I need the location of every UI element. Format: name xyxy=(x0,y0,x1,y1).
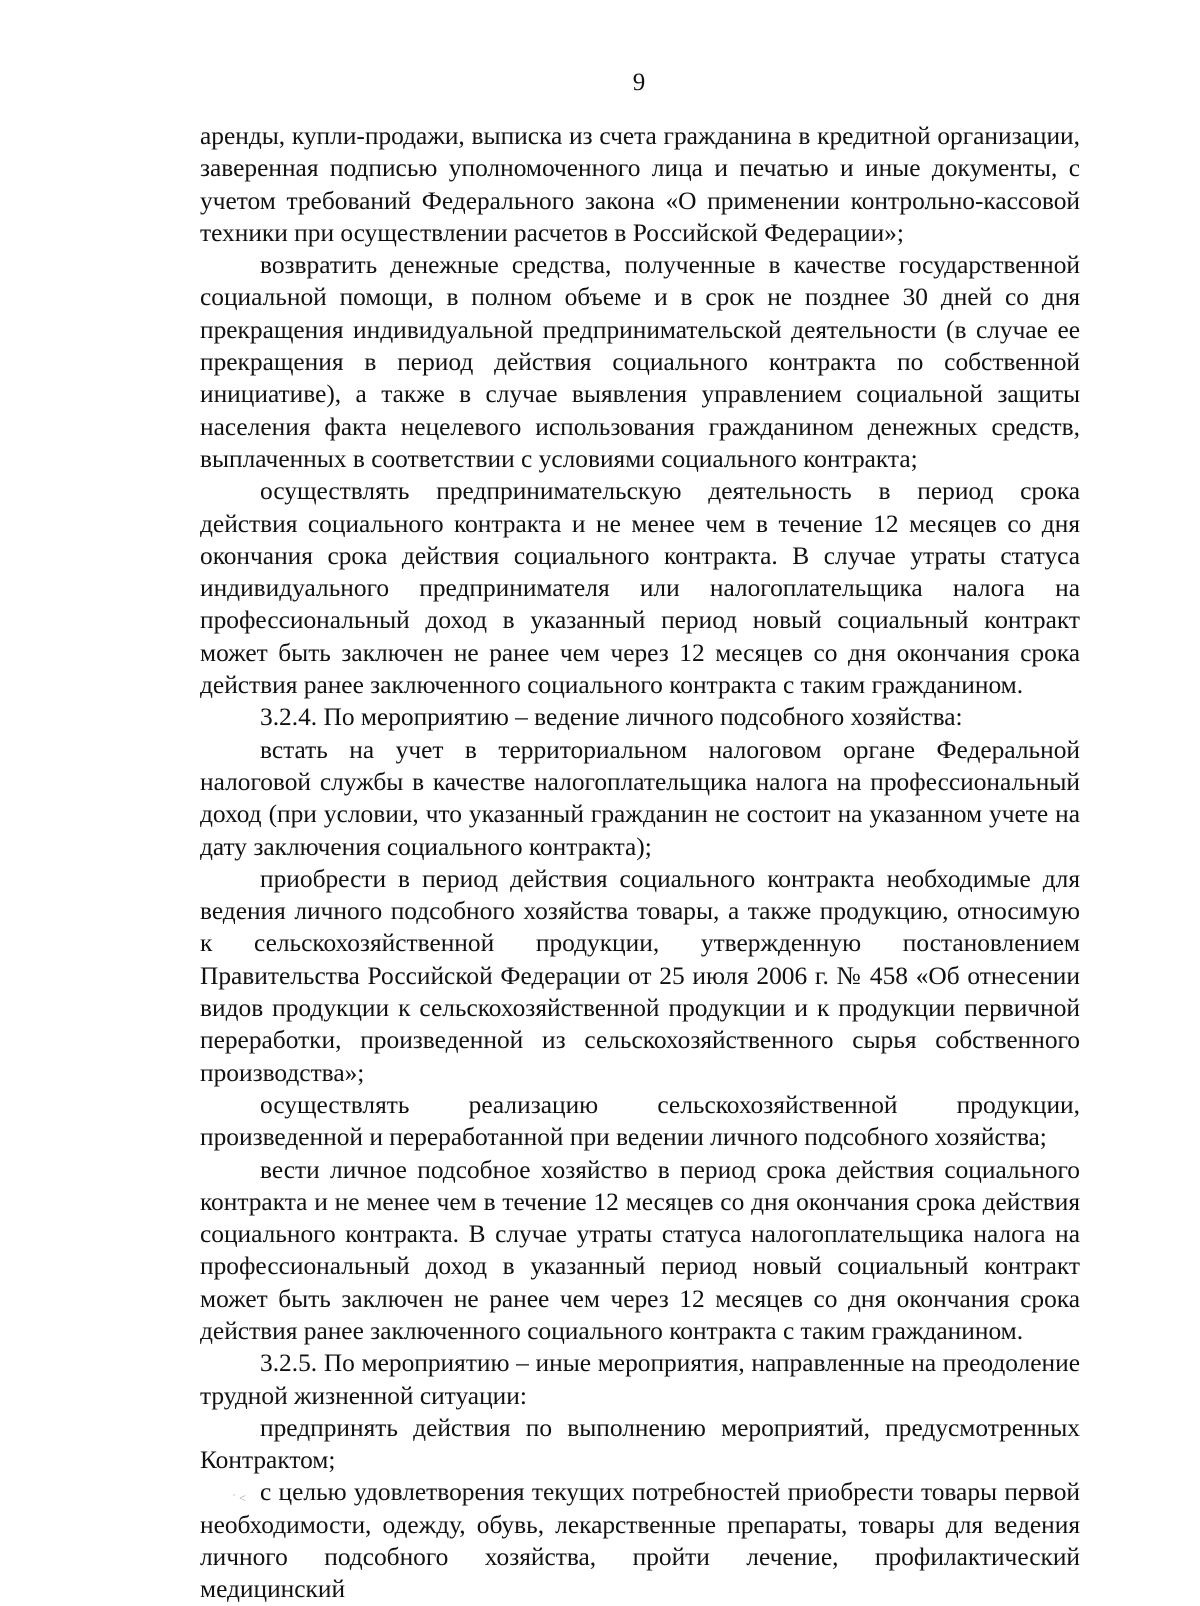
section-3-2-4-heading: 3.2.4. По мероприятию – ведение личного подсобного хозяйства: xyxy=(260,703,963,732)
paragraph-continuation: аренды, купли-продажи, выписка из счета гражданина в кредитной организации, заверенная подписью уполномоченного лица и печатью и иные документы, с учетом требований Федерального закона «О применении контрольно-кассовой техники при осуществлении расчетов в Российской Федерации»; xyxy=(200,122,1080,247)
paragraph-take-actions: предпринять действия по выполнению мероприятий, предусмотренных Контрактом; xyxy=(200,1413,1080,1475)
paragraph-business-activity: осуществлять предпринимательскую деятельность в период срока действия социального контракта и не менее чем в течение 12 месяцев со дня окончания срока действия социального контракта. В случае утраты статуса индивидуального предпринимателя или налогоплательщика налога на профессиональный доход в указанный период новый социальный контракт может быть заключен не ранее чем через 12 месяцев со дня окончания срока действия ранее заключенного социального контракта с таким гражданином. xyxy=(200,477,1080,700)
paragraph-acquire-goods: приобрести в период действия социального контракта необходимые для ведения личного подсобного хозяйства товары, а также продукцию, относимую к сельскохозяйственной продукции, утвержденную постановлением Правительства Российской Федерации от 25 июля 2006 г. № 458 «Об отнесении видов продукции к сельскохозяйственной продукции и к продукции первичной переработки, произведенной из сельскохозяйственного сырья собственного производства»; xyxy=(200,864,1080,1087)
document-body xyxy=(200,120,1080,1606)
page-number: 9 xyxy=(632,69,646,96)
paragraph-sell-produce: осуществлять реализацию сельскохозяйственной продукции, произведенной и переработанной при ведении личного подсобного хозяйства; xyxy=(200,1090,1080,1152)
section-3-2-5-heading: 3.2.5. По мероприятию – иные мероприятия, направленные на преодоление трудной жизненной ситуации: xyxy=(200,1349,1080,1410)
paragraph-return-funds: возвратить денежные средства, полученные в качестве государственной социальной помощи, в полном объеме и в срок не позднее 30 дней со дня прекращения индивидуальной предпринимательской деятельности (в случае ее прекращения в период действия социального контракта по собственной инициативе), а также в случае выявления управлением социальной защиты населения факта нецелевого использования гражданином денежных средств, выплаченных в соответствии с условиями социального контракта; xyxy=(200,251,1080,473)
paragraph-current-needs: с целью удовлетворения текущих потребностей приобрести товары первой необходимости, одежду, обувь, лекарственные препараты, товары для ведения личного подсобного хозяйства, пройти лечение, профилактический медицинский xyxy=(200,1478,1080,1604)
paragraph-tax-registration: встать на учет в территориальном налоговом органе Федеральной налоговой службы в качестве налогоплательщика налога на профессиональный доход (при условии, что указанный гражданин не состоит на указанном учете на дату заключения социального контракта); xyxy=(200,735,1080,861)
paragraph-maintain-household: вести личное подсобное хозяйство в период срока действия социального контракта и не менее чем в течение 12 месяцев со дня окончания срока действия социального контракта. В случае утраты статуса налогоплательщика налога на профессиональный доход в указанный период новый социальный контракт может быть заключен не ранее чем через 12 месяцев со дня окончания срока действия ранее заключенного социального контракта с таким гражданином. xyxy=(200,1155,1080,1345)
scan-speck: ˙ ˂ xyxy=(232,1491,246,1505)
